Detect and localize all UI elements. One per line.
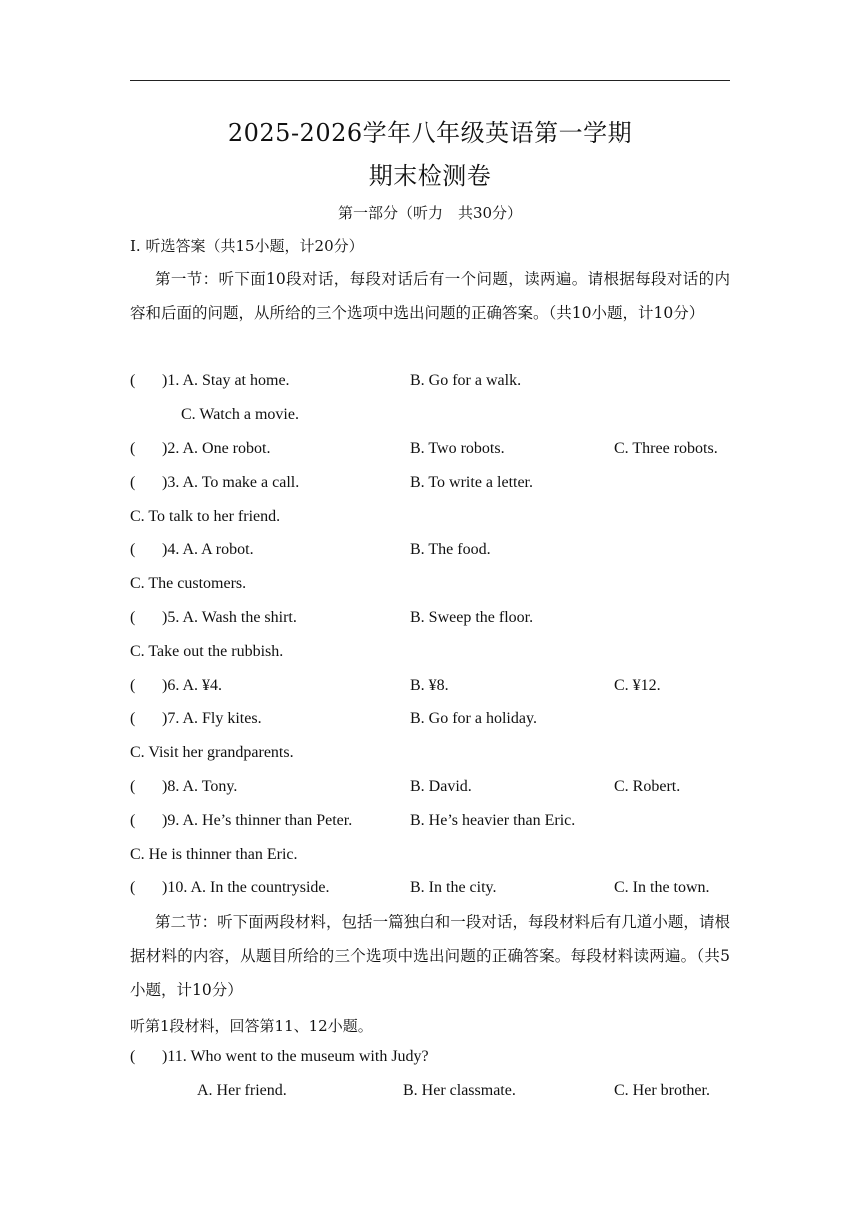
option-c: C. Robert. xyxy=(614,778,681,795)
option-c: C. Take out the rubbish. xyxy=(130,643,284,660)
answer-blank-close: )8. A. Tony. xyxy=(162,778,238,795)
answer-blank-close: )7. A. Fly kites. xyxy=(162,710,262,727)
answer-blank-open: ( xyxy=(130,541,136,558)
section2-instruction: 第二节：听下面两段材料，包括一篇独白和一段对话，每段材料后有几道小题，请根据材料的内容，从题目所给的三个选项中选出问题的正确答案。每段材料读两遍。（共5小题，计10分） xyxy=(130,913,730,999)
answer-blank-open: ( xyxy=(130,474,136,491)
answer-blank-open: ( xyxy=(130,677,136,694)
option-c: C. Three robots. xyxy=(614,440,718,457)
section-heading: I. 听选答案（共15小题，计20分） xyxy=(130,237,364,255)
option-a: A. Her friend. xyxy=(197,1082,287,1099)
option-b: B. He’s heavier than Eric. xyxy=(410,812,576,829)
answer-blank-open: ( xyxy=(130,710,136,727)
option-c: C. In the town. xyxy=(614,879,710,896)
exam-title-line2: 期末检测卷 xyxy=(368,162,492,190)
option-b: B. The food. xyxy=(410,541,491,558)
option-b: B. Go for a holiday. xyxy=(410,710,537,727)
answer-blank-close: )3. A. To make a call. xyxy=(162,474,300,491)
question-6 xyxy=(130,677,750,701)
answer-blank-close: )10. A. In the countryside. xyxy=(162,879,330,896)
option-b: B. David. xyxy=(410,778,472,795)
answer-blank-close: )11. Who went to the museum with Judy? xyxy=(162,1048,429,1065)
question-1 xyxy=(130,372,750,396)
question-7 xyxy=(130,710,750,734)
answer-blank-open: ( xyxy=(130,812,136,829)
answer-blank-open: ( xyxy=(130,440,136,457)
answer-blank-open: ( xyxy=(130,372,136,389)
top-rule xyxy=(130,80,730,81)
option-b: B. In the city. xyxy=(410,879,497,896)
question-8 xyxy=(130,778,750,802)
option-c: C. He is thinner than Eric. xyxy=(130,846,298,863)
option-c: C. Visit her grandparents. xyxy=(130,744,294,761)
option-c: C. Her brother. xyxy=(614,1082,710,1099)
option-c: C. The customers. xyxy=(130,575,247,592)
answer-blank-close: )4. A. A robot. xyxy=(162,541,254,558)
option-b: B. Her classmate. xyxy=(403,1082,516,1099)
part-heading: 第一部分（听力 共30分） xyxy=(337,204,523,222)
answer-blank-open: ( xyxy=(130,778,136,795)
answer-blank-open: ( xyxy=(130,609,136,626)
option-b: B. Go for a walk. xyxy=(410,372,522,389)
option-c: C. ¥12. xyxy=(614,677,661,694)
question-10 xyxy=(130,879,750,903)
option-c: C. Watch a movie. xyxy=(181,406,299,423)
answer-blank-close: )2. A. One robot. xyxy=(162,440,271,457)
answer-blank-open: ( xyxy=(130,879,136,896)
material-note: 听第1段材料，回答第11、12小题。 xyxy=(130,1017,373,1035)
section1-instruction: 第一节：听下面10段对话，每段对话后有一个问题，读两遍。请根据每段对话的内容和后面的问题，从所给的三个选项中选出问题的正确答案。（共10小题，计10分） xyxy=(130,270,730,322)
question-9 xyxy=(130,812,750,836)
option-b: B. To write a letter. xyxy=(410,474,533,491)
answer-blank-close: )6. A. ¥4. xyxy=(162,677,223,694)
option-b: B. Sweep the floor. xyxy=(410,609,534,626)
answer-blank-close: )5. A. Wash the shirt. xyxy=(162,609,297,626)
answer-blank-close: )9. A. He’s thinner than Peter. xyxy=(162,812,353,829)
question-3 xyxy=(130,474,750,498)
answer-blank-open: ( xyxy=(130,1048,136,1065)
question-2 xyxy=(130,440,750,464)
option-b: B. Two robots. xyxy=(410,440,505,457)
question-11-options xyxy=(130,1082,750,1106)
question-5 xyxy=(130,609,750,633)
exam-title-line1: 2025-2026学年八年级英语第一学期 xyxy=(227,119,633,147)
option-b: B. ¥8. xyxy=(410,677,449,694)
option-c: C. To talk to her friend. xyxy=(130,508,281,525)
question-4 xyxy=(130,541,750,565)
question-11 xyxy=(130,1048,750,1072)
answer-blank-close: )1. A. Stay at home. xyxy=(162,372,290,389)
